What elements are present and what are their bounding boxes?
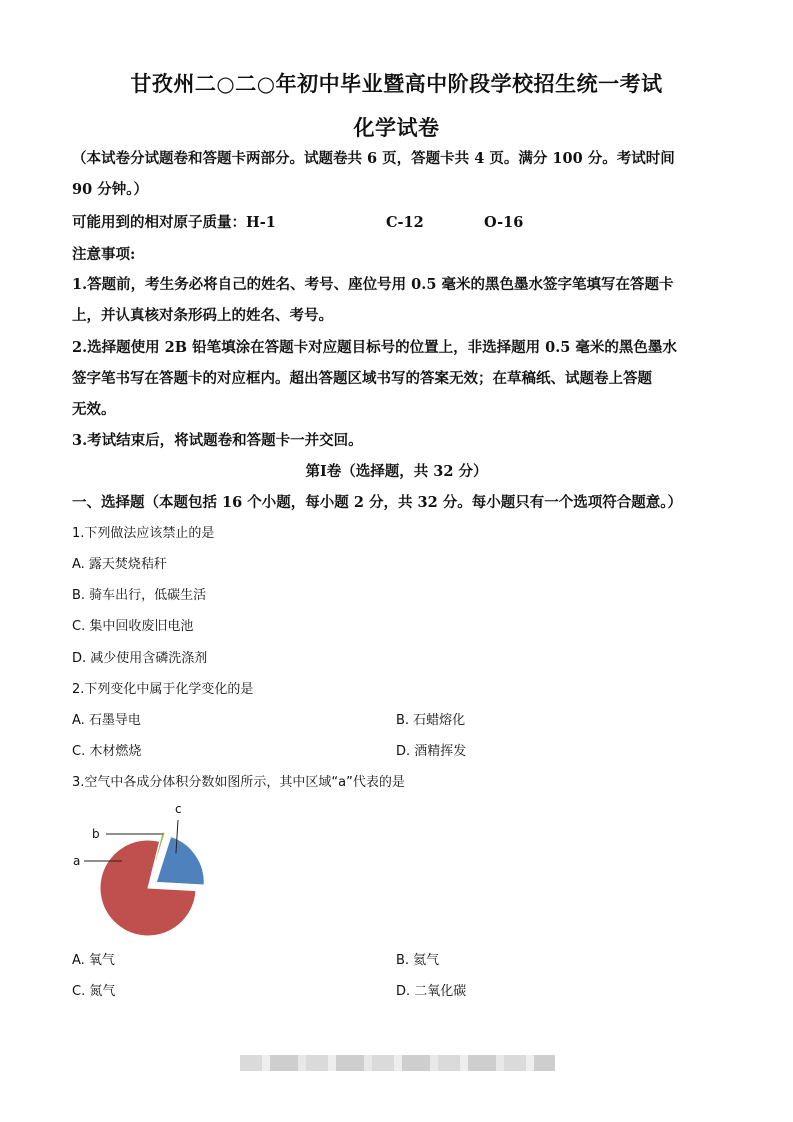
section-heading: 第Ⅰ卷（选择题，共 32 分） bbox=[305, 463, 488, 480]
pie-slice-c bbox=[156, 837, 204, 885]
part-1-heading: 一、选择题（本题包括 16 个小题，每小题 2 分，共 32 分。每小题只有一个选项符合题意。） bbox=[72, 494, 682, 511]
pie-label-b: b bbox=[92, 827, 100, 841]
notice-2b: 签字笔书写在答题卡的对应框内。超出答题区域书写的答案无效；在草稿纸、试题卷上答题 bbox=[72, 370, 652, 387]
question-3-option-c: C. 氮气 bbox=[72, 984, 116, 999]
question-2-option-d: D. 酒精挥发 bbox=[396, 744, 467, 759]
intro-line-2: 90 分钟。） bbox=[72, 181, 148, 198]
notice-1a: 1.答题前，考生务必将自己的姓名、考号、座位号用 0.5 毫米的黑色墨水签字笔填写在答题卡 bbox=[72, 276, 674, 293]
pie-label-a: a bbox=[73, 854, 81, 868]
question-3-option-a: A. 氧气 bbox=[72, 953, 115, 968]
air-composition-pie-chart bbox=[70, 800, 220, 945]
notice-2c: 无效。 bbox=[72, 401, 116, 418]
question-1-option-b: B. 骑车出行，低碳生活 bbox=[72, 588, 207, 603]
question-1-option-d: D. 减少使用含磷洗涤剂 bbox=[72, 651, 208, 666]
question-3-stem: 3.空气中各成分体积分数如图所示，其中区域“a”代表的是 bbox=[72, 775, 405, 790]
question-1-option-c: C. 集中回收废旧电池 bbox=[72, 619, 194, 634]
question-3-option-d: D. 二氧化碳 bbox=[396, 984, 467, 999]
question-2-option-a: A. 石墨导电 bbox=[72, 713, 141, 728]
question-2-option-b: B. 石蜡熔化 bbox=[396, 713, 466, 728]
exam-title: 甘孜州二○二○年初中毕业暨高中阶段学校招生统一考试 bbox=[130, 71, 663, 96]
notice-3: 3.考试结束后，将试题卷和答题卡一并交回。 bbox=[72, 432, 363, 449]
question-1-option-a: A. 露天焚烧秸秆 bbox=[72, 557, 167, 572]
atomic-mass-label: 可能用到的相对原子质量：H-1 bbox=[72, 214, 276, 231]
notice-2a: 2.选择题使用 2B 铅笔填涂在答题卡对应题目标号的位置上，非选择题用 0.5 毫米的黑色墨水 bbox=[72, 339, 677, 356]
pie-label-c: c bbox=[175, 802, 182, 816]
question-3-option-b: B. 氦气 bbox=[396, 953, 440, 968]
question-2-option-c: C. 木材燃烧 bbox=[72, 744, 142, 759]
question-1-stem: 1.下列做法应该禁止的是 bbox=[72, 526, 215, 541]
notice-1b: 上，并认真核对条形码上的姓名、考号。 bbox=[72, 307, 333, 324]
notice-title: 注意事项: bbox=[72, 246, 136, 263]
intro-line-1: （本试卷分试题卷和答题卡两部分。试题卷共 6 页，答题卡共 4 页。满分 100 分。考试时间 bbox=[72, 150, 675, 167]
atomic-mass-o: O-16 bbox=[484, 214, 524, 231]
question-2-stem: 2.下列变化中属于化学变化的是 bbox=[72, 682, 254, 697]
exam-subtitle: 化学试卷 bbox=[353, 115, 440, 140]
atomic-mass-c: C-12 bbox=[386, 214, 424, 231]
blurred-watermark bbox=[240, 1055, 555, 1071]
